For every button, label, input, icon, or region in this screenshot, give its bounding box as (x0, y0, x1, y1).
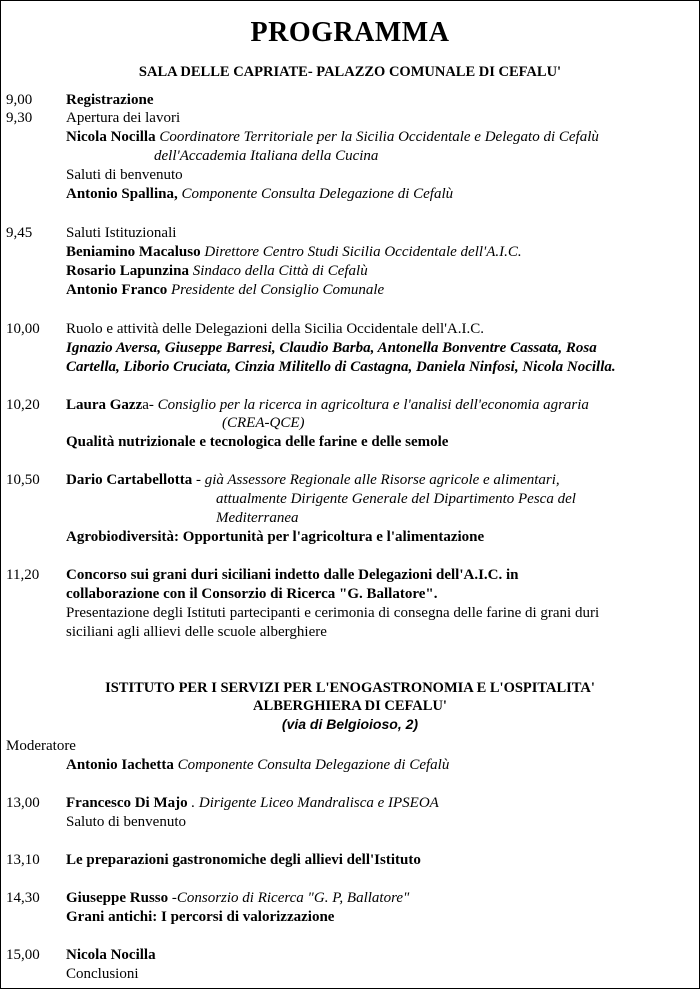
speaker-nocilla (66, 128, 599, 146)
time-13-10: 13,10 (6, 852, 40, 868)
speaker-role-cont: dell'Accademia Italiana della Cucina (154, 148, 379, 164)
presentazione-line-1: Presentazione degli Istituti partecipanti e cerimonia di consegna delle farine di grani duri (66, 605, 600, 621)
talk-topic: Le preparazioni gastronomiche degli allievi dell'Istituto (66, 852, 421, 868)
talk-topic: Qualità nutrizionale e tecnologica delle farine e delle semole (66, 434, 449, 450)
speaker-role-cont: Mediterranea (216, 510, 299, 526)
speaker-name: Beniamino Macaluso (66, 244, 201, 260)
speaker-role: Componente Consulta Delegazione di Cefalù (181, 186, 454, 202)
page-title: PROGRAMMA (250, 17, 450, 48)
talk-topic: Grani antichi: I percorsi di valorizzazione (66, 909, 335, 925)
saluto-benvenuto: Saluto di benvenuto (66, 814, 186, 830)
registrazione: Registrazione (66, 92, 154, 108)
speaker-role: . Dirigente Liceo Mandralisca e IPSEOA (191, 795, 439, 811)
speaker-nocilla-closing: Nicola Nocilla (66, 947, 156, 963)
speaker-role: Direttore Centro Studi Sicilia Occidentale dell'A.I.C. (204, 244, 522, 260)
speaker-name: Nicola Nocilla (66, 129, 156, 145)
time-9-30: 9,30 (6, 110, 33, 126)
time-13-00: 13,00 (6, 795, 40, 811)
speaker-role: Coordinatore Territoriale per la Sicilia Occidentale e Delegato di Cefalù (159, 129, 599, 145)
time-9-00: 9,00 (6, 92, 33, 108)
time-9-45: 9,45 (6, 225, 33, 241)
moderatore-label: Moderatore (6, 738, 76, 754)
venue-heading-ipseoa-2: ALBERGHIERA DI CEFALU' (253, 698, 447, 714)
speaker-iachetta (66, 756, 449, 774)
time-10-20: 10,20 (6, 397, 40, 413)
saluti-istituzionali: Saluti Istituzionali (66, 225, 177, 241)
saluti-benvenuto: Saluti di benvenuto (66, 167, 183, 183)
speaker-name: Antonio Franco (66, 282, 168, 298)
venue-address: (via di Belgioioso, 2) (281, 716, 419, 732)
crea-qce: (CREA-QCE) (222, 415, 305, 431)
dash: - (192, 472, 205, 488)
delegates-list-1: Ignazio Aversa, Giuseppe Barresi, Claudio Barba, Antonella Bonventre Cassata, Rosa (66, 340, 597, 356)
time-14-30: 14,30 (6, 890, 40, 906)
speaker-gazza (66, 396, 589, 414)
venue-heading-ipseoa-1: ISTITUTO PER I SERVIZI PER L'ENOGASTRONOMIA E L'OSPITALITA' (105, 680, 595, 696)
speaker-spallina (66, 185, 453, 203)
speaker-role: -Consorzio di Ricerca "G. P, Ballatore" (171, 890, 410, 906)
ruolo-delegazioni: Ruolo e attività delle Delegazioni della Sicilia Occidentale dell'A.I.C. (66, 321, 484, 337)
speaker-cartabellotta (66, 471, 560, 489)
apertura-lavori: Apertura dei lavori (66, 110, 181, 126)
time-15-00: 15,00 (6, 947, 40, 963)
talk-topic: Agrobiodiversità: Opportunità per l'agricoltura e l'alimentazione (66, 529, 485, 545)
speaker-lapunzina (66, 262, 368, 280)
speaker-name: Antonio Spallina, (66, 186, 178, 202)
time-11-20: 11,20 (6, 567, 40, 583)
speaker-macaluso (66, 243, 522, 261)
speaker-name: Rosario Lapunzina (66, 263, 189, 279)
presentazione-line-2: siciliani agli allievi delle scuole alberghiere (66, 624, 327, 640)
concorso-line-1: Concorso sui grani duri siciliani indetto dalle Delegazioni dell'A.I.C. in (66, 567, 519, 583)
time-10-00: 10,00 (6, 321, 40, 337)
speaker-role: - Consiglio per la ricerca in agricoltura e l'analisi dell'economia agraria (148, 397, 589, 413)
speaker-role: Presidente del Consiglio Comunale (171, 282, 385, 298)
concorso-line-2: collaborazione con il Consorzio di Ricerca "G. Ballatore". (66, 586, 438, 602)
speaker-name-tail: a (142, 397, 149, 413)
speaker-russo (66, 889, 409, 907)
conclusioni: Conclusioni (66, 966, 139, 982)
speaker-name: Giuseppe Russo (66, 890, 169, 906)
venue-heading-sala-capriate: SALA DELLE CAPRIATE- PALAZZO COMUNALE DI CEFALU' (138, 64, 562, 80)
delegates-list-2: Cartella, Liborio Cruciata, Cinzia Militello di Castagna, Daniela Ninfosi, Nicola Nocilla. (66, 359, 616, 375)
speaker-role: Componente Consulta Delegazione di Cefalù (177, 757, 450, 773)
speaker-franco (66, 281, 384, 299)
speaker-di-majo (66, 794, 439, 812)
speaker-name: Francesco Di Majo (66, 795, 188, 811)
speaker-name: Laura Gazz (66, 397, 143, 413)
speaker-role: già Assessore Regionale alle Risorse agricole e alimentari, (204, 472, 560, 488)
speaker-name: Antonio Iachetta (66, 757, 174, 773)
speaker-name: Dario Cartabellotta (66, 472, 193, 488)
speaker-role-cont: attualmente Dirigente Generale del Dipartimento Pesca del (216, 491, 576, 507)
time-10-50: 10,50 (6, 472, 40, 488)
speaker-role: Sindaco della Città di Cefalù (192, 263, 368, 279)
